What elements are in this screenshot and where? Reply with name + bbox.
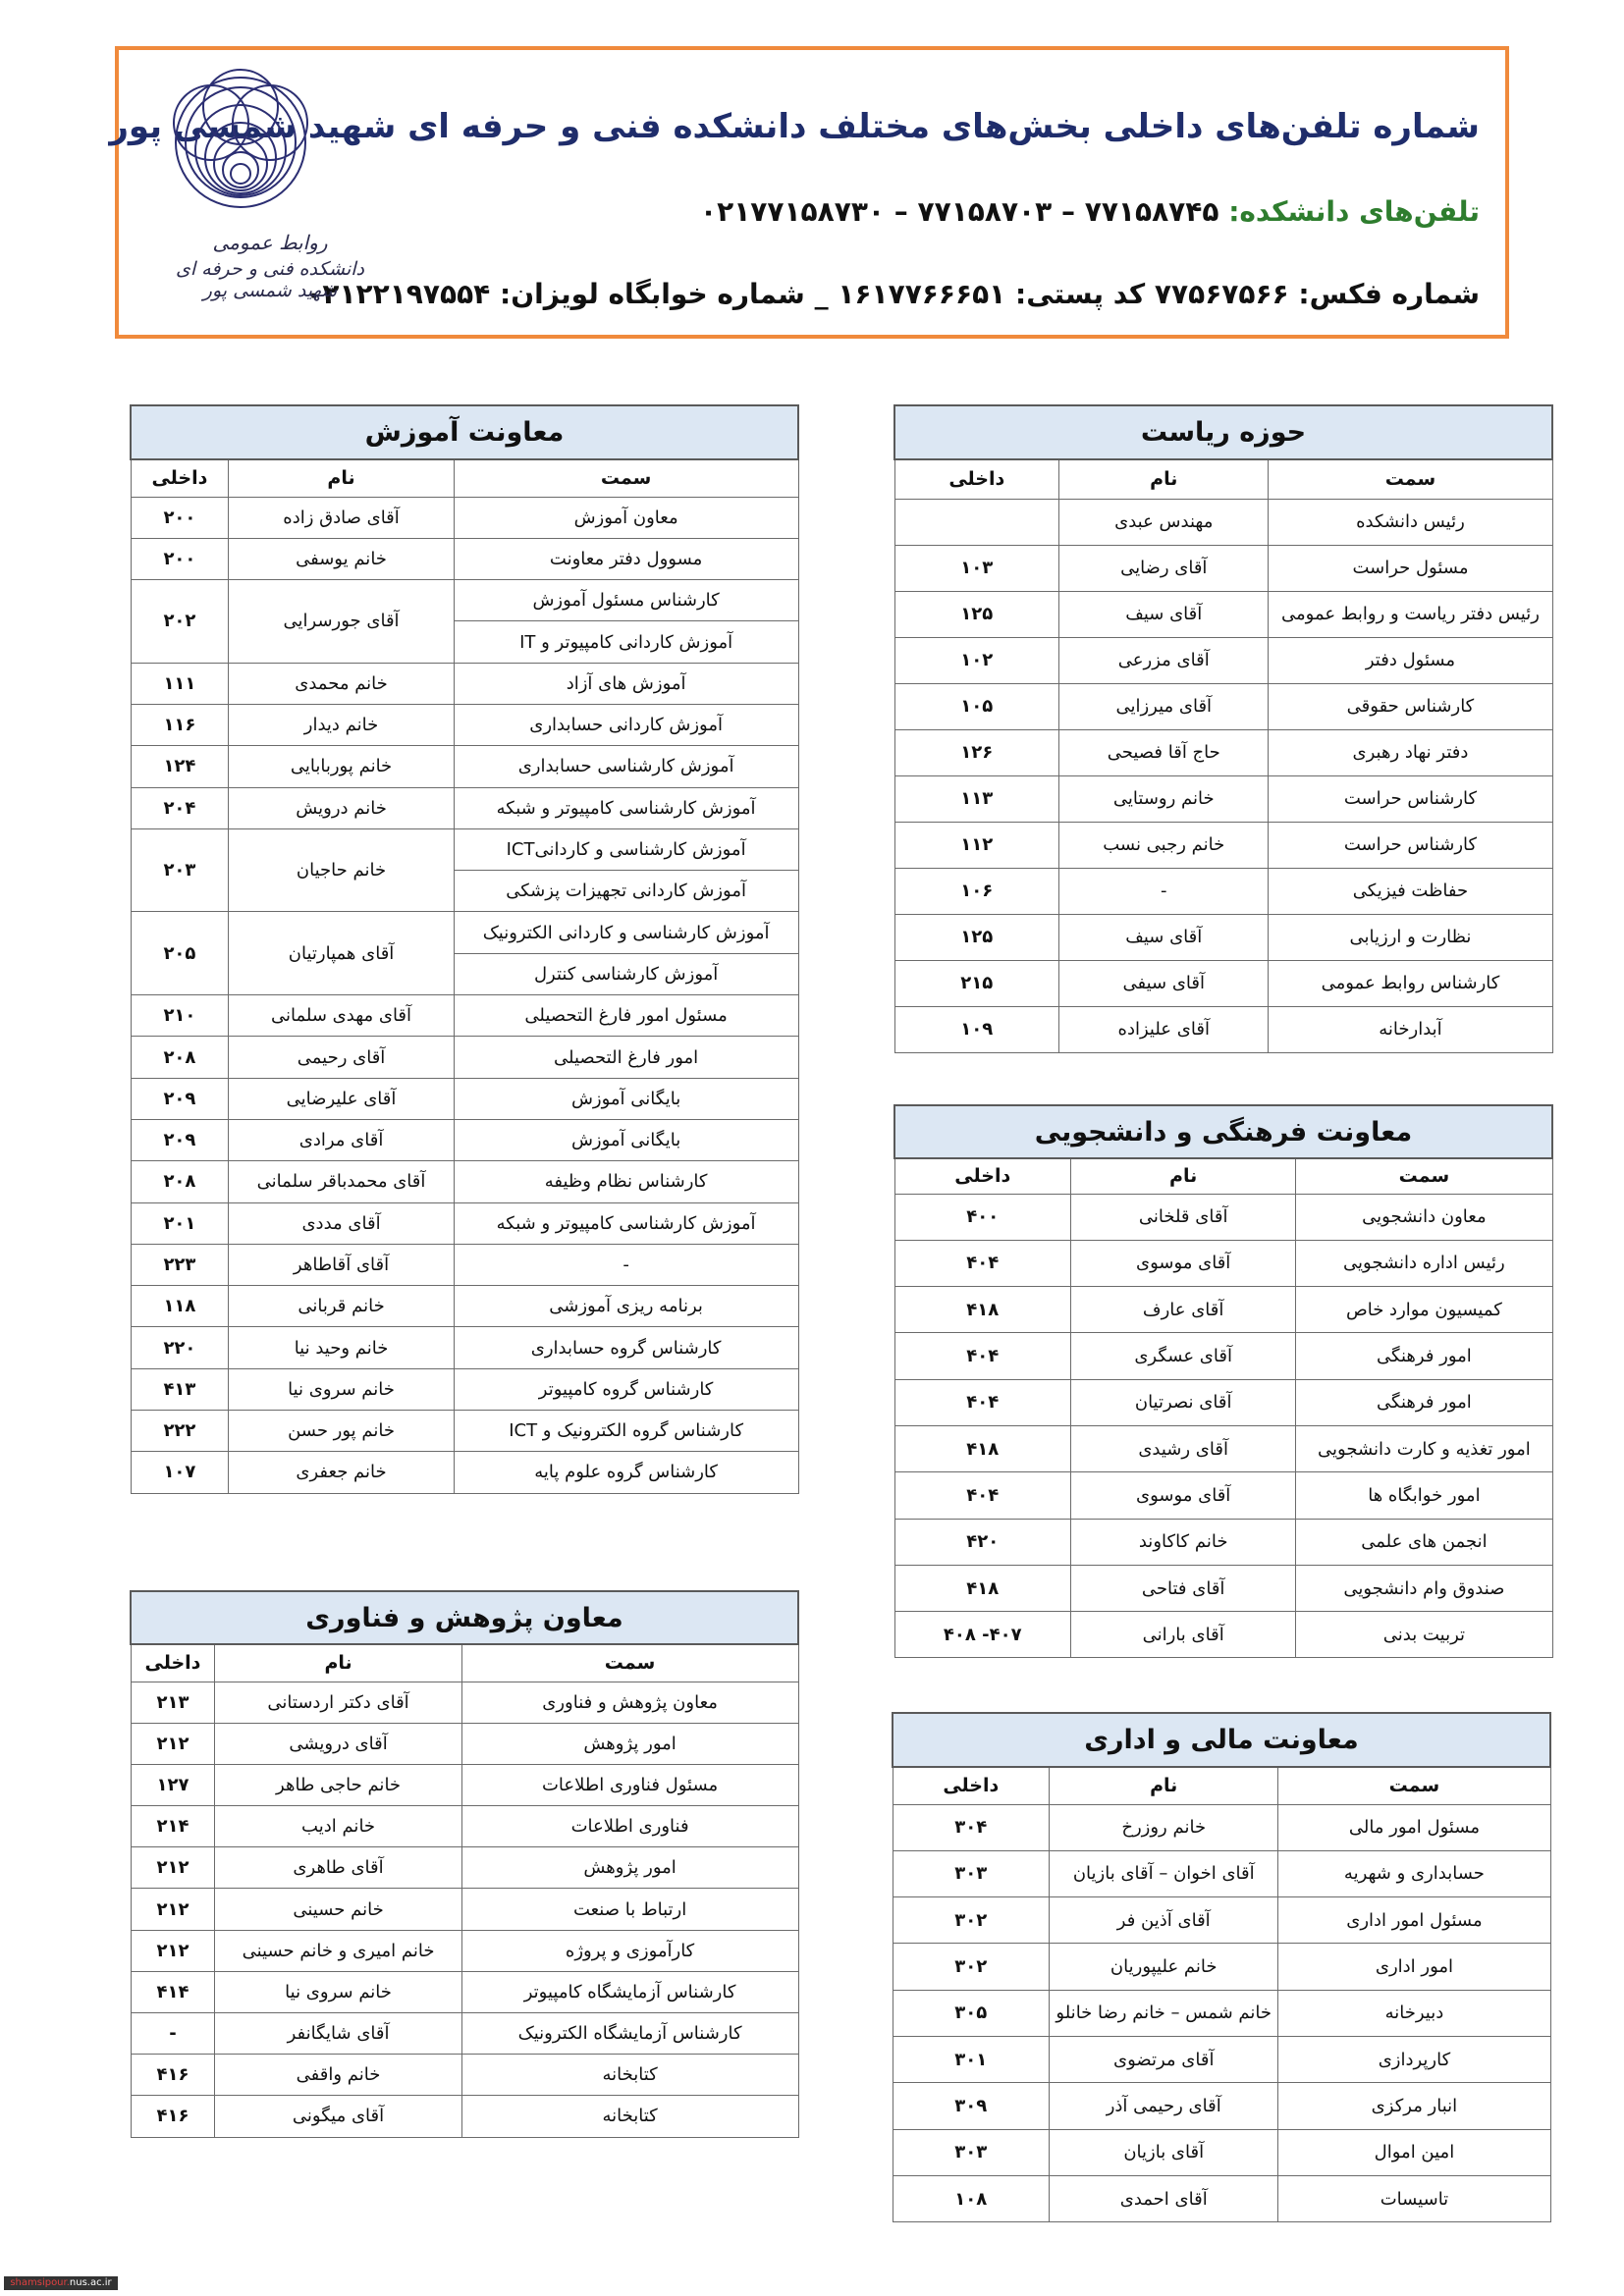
col-ext: داخلی <box>131 459 229 497</box>
ext-cell: ۱۰۸ <box>893 2175 1050 2221</box>
col-ext: داخلی <box>131 1644 215 1682</box>
position-cell: بایگانی آموزش <box>454 1078 798 1119</box>
position-cell: امور خوابگاه ها <box>1296 1472 1552 1519</box>
ext-cell: ۴۱۴ <box>131 1971 215 2012</box>
table-row <box>894 1006 1552 1052</box>
ext-cell: ۲۰۳ <box>131 828 229 912</box>
ext-cell: ۴۰۴ <box>894 1472 1071 1519</box>
ext-cell: ۴۰۴ <box>894 1333 1071 1379</box>
table-row <box>131 497 798 538</box>
position-cell: کارشناس حراست <box>1269 822 1552 868</box>
section-title: معاونت مالی و اداری <box>893 1713 1550 1767</box>
position-cell: آموزش کارشناسی کامپیوتر و شبکه <box>454 1202 798 1244</box>
table-row <box>131 1078 798 1119</box>
ext-cell: ۲۰۲ <box>131 580 229 664</box>
ext-cell: ۴۱۸ <box>894 1425 1071 1471</box>
name-cell: آقای رضایی <box>1059 545 1269 591</box>
position-cell: امور فرهنگی <box>1296 1379 1552 1425</box>
ext-cell: ۴۱۸ <box>894 1565 1071 1611</box>
college-logo <box>142 64 365 329</box>
ext-cell: ۱۱۱ <box>131 663 229 704</box>
position-cell: کارشناس گروه علوم پایه <box>454 1452 798 1493</box>
table-row <box>131 828 798 870</box>
position-cell: آموزش کارشناسی حسابداری <box>454 746 798 787</box>
table-row <box>131 995 798 1037</box>
name-cell: خانم علیپوریان <box>1050 1944 1278 1990</box>
ext-cell: ۴۰۴ <box>894 1240 1071 1286</box>
ext-cell: ۲۰۰ <box>131 497 229 538</box>
table-row <box>131 1161 798 1202</box>
ext-cell: ۱۱۲ <box>894 822 1059 868</box>
finance-admin-table <box>892 1712 1551 2222</box>
ext-cell: ۲۰۸ <box>131 1037 229 1078</box>
logo-caption-line-2: دانشکده فنی و حرفه ای شهید شمسی پور <box>175 258 365 301</box>
ext-cell: ۲۱۴ <box>131 1806 215 1847</box>
name-cell: خانم کاکاوند <box>1071 1519 1296 1565</box>
name-cell: آقای موسوی <box>1071 1240 1296 1286</box>
logo-caption-line-1: روابط عمومی <box>212 231 328 254</box>
table-row <box>893 1804 1550 1850</box>
table-row <box>894 960 1552 1006</box>
position-cell: تاسیسات <box>1278 2175 1550 2221</box>
circles-logo-icon <box>142 64 339 231</box>
table-row <box>894 1379 1552 1425</box>
name-cell: آقای رحیمی آذر <box>1050 2083 1278 2129</box>
col-name: نام <box>1071 1158 1296 1194</box>
ext-cell: ۴۱۸ <box>894 1287 1071 1333</box>
ext-cell: ۳۰۳ <box>893 2129 1050 2175</box>
ext-cell: ۲۰۹ <box>131 1078 229 1119</box>
ext-cell: ۳۰۳ <box>893 1850 1050 1896</box>
name-cell: آقای آذین فر <box>1050 1897 1278 1944</box>
ext-cell: ۱۲۵ <box>894 914 1059 960</box>
education-table <box>130 404 799 1494</box>
section-title: معاون پژوهش و فناوری <box>131 1591 798 1644</box>
position-cell: بایگانی آموزش <box>454 1119 798 1160</box>
ext-cell: ۱۲۴ <box>131 746 229 787</box>
footer-site-stamp <box>4 2276 118 2290</box>
table-row <box>131 538 798 579</box>
position-cell: کارشناس گروه الکترونیک و ICT <box>454 1411 798 1452</box>
name-cell: آقای آقاطاهر <box>229 1244 454 1285</box>
table-row <box>131 1119 798 1160</box>
position-cell: کتابخانه <box>461 2055 798 2096</box>
position-cell: دبیرخانه <box>1278 1990 1550 2036</box>
ext-cell: ۳۰۹ <box>893 2083 1050 2129</box>
table-row <box>131 704 798 745</box>
name-cell: آقای دکتر اردستانی <box>215 1682 461 1723</box>
name-cell: خانم وحید نیا <box>229 1327 454 1368</box>
position-cell: فناوری اطلاعات <box>461 1806 798 1847</box>
position-cell: آموزش کارشناسی کنترل <box>454 953 798 994</box>
col-name: نام <box>229 459 454 497</box>
table-row <box>894 1519 1552 1565</box>
name-cell: خانم حسینی <box>215 1889 461 1930</box>
name-cell: آقای مزرعی <box>1059 637 1269 683</box>
position-cell: حفاظت فیزیکی <box>1269 868 1552 914</box>
position-cell: کتابخانه <box>461 2096 798 2137</box>
ext-cell: ۲۰۸ <box>131 1161 229 1202</box>
position-cell: مسئول امور فارغ التحصیلی <box>454 995 798 1037</box>
table-row <box>893 1990 1550 2036</box>
ext-cell: ۲۱۵ <box>894 960 1059 1006</box>
ext-cell: ۴۱۶ <box>131 2096 215 2137</box>
col-ext: داخلی <box>894 459 1059 499</box>
name-cell: آقای علیرضایی <box>229 1078 454 1119</box>
position-cell: مسئول فناوری اطلاعات <box>461 1764 798 1805</box>
cultural-affairs-table <box>893 1104 1553 1658</box>
position-cell: امور پژوهش <box>461 1723 798 1764</box>
ext-cell: ۲۲۰ <box>131 1327 229 1368</box>
position-cell: آموزش کارشناسی و کاردانی الکترونیک <box>454 912 798 953</box>
position-cell: امور اداری <box>1278 1944 1550 1990</box>
table-row <box>131 2055 798 2096</box>
ext-cell: ۲۱۲ <box>131 1930 215 1971</box>
name-cell: آقای عارف <box>1071 1287 1296 1333</box>
name-cell: آقای عسگری <box>1071 1333 1296 1379</box>
col-position: سمت <box>1269 459 1552 499</box>
position-cell: کارآموزی و پروژه <box>461 1930 798 1971</box>
ext-cell: ۲۲۲ <box>131 1411 229 1452</box>
name-cell: آقای سیف <box>1059 591 1269 637</box>
position-cell: حسابداری و شهریه <box>1278 1850 1550 1896</box>
phones-label: تلفن‌های دانشکده: <box>1228 195 1480 228</box>
table-row <box>893 2083 1550 2129</box>
name-cell: آقای سیفی <box>1059 960 1269 1006</box>
contact-line: شماره فکس: ۷۷۵۶۷۵۶۶ کد پستی: ۱۶۱۷۷۶۶۶۵۱ _ شماره خوابگاه لویزان: ۰۲۱۲۲۱۹۷۵۵۴ <box>305 278 1480 310</box>
table-row <box>894 1565 1552 1611</box>
page-header <box>109 46 1509 339</box>
position-cell: آموزش کارشناسی کامپیوتر و شبکه <box>454 787 798 828</box>
presidency-table <box>893 404 1553 1053</box>
footer-domain: nus.ac.ir <box>69 2277 112 2288</box>
ext-cell: ۳۰۲ <box>893 1897 1050 1944</box>
name-cell: آقای همپارتیان <box>229 912 454 995</box>
name-cell: خانم شمس – خانم رضا خانلو <box>1050 1990 1278 2036</box>
name-cell: حاج آقا فصیحی <box>1059 729 1269 775</box>
position-cell: کارشناس حقوقی <box>1269 683 1552 729</box>
name-cell: خانم ادیب <box>215 1806 461 1847</box>
ext-cell: ۲۰۹ <box>131 1119 229 1160</box>
ext-cell: ۲۱۲ <box>131 1847 215 1889</box>
col-ext: داخلی <box>893 1767 1050 1804</box>
position-cell: تربیت بدنی <box>1296 1612 1552 1658</box>
table-row <box>894 822 1552 868</box>
position-cell: امور پژوهش <box>461 1847 798 1889</box>
name-cell: آقای بازیان <box>1050 2129 1278 2175</box>
name-cell: خانم دیدار <box>229 704 454 745</box>
col-position: سمت <box>454 459 798 497</box>
table-row <box>894 499 1552 545</box>
position-cell: مسئول امور اداری <box>1278 1897 1550 1944</box>
ext-cell: ۱۲۷ <box>131 1764 215 1805</box>
position-cell: آموزش کاردانی حسابداری <box>454 704 798 745</box>
position-cell: انجمن های علمی <box>1296 1519 1552 1565</box>
name-cell: آقای بارانی <box>1071 1612 1296 1658</box>
ext-cell: ۴۱۶ <box>131 2055 215 2096</box>
table-row <box>131 1452 798 1493</box>
name-cell: آقای رشیدی <box>1071 1425 1296 1471</box>
position-cell: آموزش های آزاد <box>454 663 798 704</box>
table-row <box>131 746 798 787</box>
name-cell: خانم حاجیان <box>229 828 454 912</box>
table-row <box>893 2129 1550 2175</box>
position-cell: امور فرهنگی <box>1296 1333 1552 1379</box>
col-position: سمت <box>1278 1767 1550 1804</box>
table-row <box>894 637 1552 683</box>
table-row <box>893 2036 1550 2082</box>
name-cell: خانم حاجی طاهر <box>215 1764 461 1805</box>
ext-cell: ۲۰۰ <box>131 538 229 579</box>
position-cell: آموزش کاردانی تجهیزات پزشکی <box>454 871 798 912</box>
table-row <box>131 1202 798 1244</box>
name-cell: آقای طاهری <box>215 1847 461 1889</box>
ext-cell: ۲۲۳ <box>131 1244 229 1285</box>
name-cell: خانم یوسفی <box>229 538 454 579</box>
position-cell: امور فارغ التحصیلی <box>454 1037 798 1078</box>
name-cell: آقای مرتضوی <box>1050 2036 1278 2082</box>
table-row <box>131 580 798 621</box>
ext-cell: ۱۰۹ <box>894 1006 1059 1052</box>
ext-cell: ۴۰۴ <box>894 1379 1071 1425</box>
name-cell: آقای جورسرایی <box>229 580 454 664</box>
ext-cell: ۱۰۲ <box>894 637 1059 683</box>
name-cell: خانم پور حسن <box>229 1411 454 1452</box>
ext-cell: ۱۱۸ <box>131 1286 229 1327</box>
name-cell: خانم واقفی <box>215 2055 461 2096</box>
col-ext: داخلی <box>894 1158 1071 1194</box>
ext-cell: ۳۰۲ <box>893 1944 1050 1990</box>
table-row <box>131 2096 798 2137</box>
ext-cell: ۲۱۳ <box>131 1682 215 1723</box>
position-cell: کارشناس مسئول آموزش <box>454 580 798 621</box>
name-cell: آقای صادق زاده <box>229 497 454 538</box>
college-phones <box>700 195 1480 228</box>
ext-cell: ۱۲۵ <box>894 591 1059 637</box>
col-name: نام <box>1050 1767 1278 1804</box>
table-row <box>894 1333 1552 1379</box>
table-row <box>894 775 1552 822</box>
name-cell: آقای قلخانی <box>1071 1194 1296 1240</box>
name-cell: آقای نصرتیان <box>1071 1379 1296 1425</box>
table-row <box>894 868 1552 914</box>
name-cell: آقای درویشی <box>215 1723 461 1764</box>
table-row <box>131 2013 798 2055</box>
table-row <box>131 1806 798 1847</box>
table-row <box>131 1764 798 1805</box>
table-row <box>894 729 1552 775</box>
ext-cell: ۲۱۲ <box>131 1723 215 1764</box>
section-title: معاونت آموزش <box>131 405 798 459</box>
name-cell: خانم پوربابایی <box>229 746 454 787</box>
table-row <box>131 1930 798 1971</box>
col-name: نام <box>215 1644 461 1682</box>
col-position: سمت <box>1296 1158 1552 1194</box>
ext-cell <box>894 499 1059 545</box>
position-cell: کارشناس آزمایشگاه الکترونیک <box>461 2013 798 2055</box>
name-cell: آقای مرادی <box>229 1119 454 1160</box>
table-row <box>131 1971 798 2012</box>
table-row <box>131 787 798 828</box>
table-row <box>893 1850 1550 1896</box>
position-cell: امین اموال <box>1278 2129 1550 2175</box>
logo-caption <box>162 231 378 301</box>
position-cell: دفتر نهاد رهبری <box>1269 729 1552 775</box>
table-row <box>131 1889 798 1930</box>
position-cell: کارشناس نظام وظیفه <box>454 1161 798 1202</box>
ext-cell: ۱۱۶ <box>131 704 229 745</box>
table-row <box>894 914 1552 960</box>
position-cell: انبار مرکزی <box>1278 2083 1550 2129</box>
table-row <box>893 2175 1550 2221</box>
position-cell: مسوول دفتر معاونت <box>454 538 798 579</box>
name-cell: خانم جعفری <box>229 1452 454 1493</box>
position-cell: صندوق وام دانشجویی <box>1296 1565 1552 1611</box>
name-cell: خانم روزرخ <box>1050 1804 1278 1850</box>
position-cell: رئیس اداره دانشجویی <box>1296 1240 1552 1286</box>
name-cell: آقای شایگانفر <box>215 2013 461 2055</box>
ext-cell: ۴۰۷- ۴۰۸ <box>894 1612 1071 1658</box>
position-cell: معاون دانشجویی <box>1296 1194 1552 1240</box>
name-cell: - <box>1059 868 1269 914</box>
position-cell: مسئول حراست <box>1269 545 1552 591</box>
table-row <box>894 1472 1552 1519</box>
table-row <box>131 1037 798 1078</box>
ext-cell: ۱۰۶ <box>894 868 1059 914</box>
name-cell: آقای موسوی <box>1071 1472 1296 1519</box>
name-cell: آقای اخوان – آقای بازیان <box>1050 1850 1278 1896</box>
ext-cell: ۲۰۴ <box>131 787 229 828</box>
footer-site: shamsipour. <box>10 2277 70 2288</box>
position-cell: رئیس دفتر ریاست و روابط عمومی <box>1269 591 1552 637</box>
name-cell: مهندس عبدی <box>1059 499 1269 545</box>
phones-value: ۷۷۱۵۸۷۴۵ – ۷۷۱۵۸۷۰۳ – ۰۲۱۷۷۱۵۸۷۳۰ <box>700 195 1219 228</box>
name-cell: خانم درویش <box>229 787 454 828</box>
ext-cell: ۳۰۴ <box>893 1804 1050 1850</box>
position-cell: کارشناس حراست <box>1269 775 1552 822</box>
name-cell: خانم قربانی <box>229 1286 454 1327</box>
table-row <box>894 1287 1552 1333</box>
name-cell: خانم روستایی <box>1059 775 1269 822</box>
table-row <box>131 1682 798 1723</box>
name-cell: خانم سروی نیا <box>229 1368 454 1410</box>
name-cell: خانم امیری و خانم حسینی <box>215 1930 461 1971</box>
table-row <box>894 591 1552 637</box>
name-cell: خانم رجبی نسب <box>1059 822 1269 868</box>
table-row <box>893 1897 1550 1944</box>
table-row <box>131 1286 798 1327</box>
table-row <box>131 1723 798 1764</box>
name-cell: آقای سیف <box>1059 914 1269 960</box>
ext-cell: ۱۱۳ <box>894 775 1059 822</box>
table-row <box>131 1411 798 1452</box>
position-cell: امور تغذیه و کارت دانشجویی <box>1296 1425 1552 1471</box>
page-title: شماره تلفن‌های داخلی بخش‌های مختلف دانشکده فنی و حرفه ای شهید شمسی پور <box>109 107 1480 146</box>
ext-cell: ۲۰۵ <box>131 912 229 995</box>
table-row <box>131 1327 798 1368</box>
ext-cell: ۳۰۱ <box>893 2036 1050 2082</box>
section-title: حوزه ریاست <box>894 405 1552 459</box>
position-cell: کمیسیون موارد خاص <box>1296 1287 1552 1333</box>
name-cell: آقای میرزایی <box>1059 683 1269 729</box>
name-cell: آقای فتاحی <box>1071 1565 1296 1611</box>
table-row <box>131 912 798 953</box>
position-cell: رئیس دانشکده <box>1269 499 1552 545</box>
table-row <box>131 1847 798 1889</box>
ext-cell: ۲۱۲ <box>131 1889 215 1930</box>
ext-cell: ۲۱۰ <box>131 995 229 1037</box>
ext-cell: ۳۰۵ <box>893 1990 1050 2036</box>
name-cell: آقای علیزاده <box>1059 1006 1269 1052</box>
position-cell: برنامه ریزی آموزشی <box>454 1286 798 1327</box>
table-row <box>131 1244 798 1285</box>
name-cell: آقای مهدی سلمانی <box>229 995 454 1037</box>
position-cell: مسئول دفتر <box>1269 637 1552 683</box>
table-row <box>894 683 1552 729</box>
position-cell: کارشناس گروه کامپیوتر <box>454 1368 798 1410</box>
table-row <box>131 1368 798 1410</box>
ext-cell: ۱۰۳ <box>894 545 1059 591</box>
name-cell: آقای مددی <box>229 1202 454 1244</box>
ext-cell: ۴۲۰ <box>894 1519 1071 1565</box>
position-cell: آبدارخانه <box>1269 1006 1552 1052</box>
table-row <box>894 545 1552 591</box>
ext-cell: ۴۱۳ <box>131 1368 229 1410</box>
name-cell: آقای احمدی <box>1050 2175 1278 2221</box>
table-row <box>893 1944 1550 1990</box>
name-cell: آقای میگونی <box>215 2096 461 2137</box>
table-row <box>894 1425 1552 1471</box>
ext-cell: ۲۰۱ <box>131 1202 229 1244</box>
table-row <box>131 663 798 704</box>
position-cell: کارشناس روابط عمومی <box>1269 960 1552 1006</box>
position-cell: کارشناس گروه حسابداری <box>454 1327 798 1368</box>
position-cell: معاون آموزش <box>454 497 798 538</box>
col-position: سمت <box>461 1644 798 1682</box>
table-row <box>894 1612 1552 1658</box>
position-cell: - <box>454 1244 798 1285</box>
col-name: نام <box>1059 459 1269 499</box>
position-cell: مسئول امور مالی <box>1278 1804 1550 1850</box>
position-cell: کارپردازی <box>1278 2036 1550 2082</box>
position-cell: معاون پژوهش و فناوری <box>461 1682 798 1723</box>
research-tech-table <box>130 1590 799 2138</box>
name-cell: خانم محمدی <box>229 663 454 704</box>
table-row <box>894 1240 1552 1286</box>
table-row <box>894 1194 1552 1240</box>
position-cell: آموزش کارشناسی و کاردانیICT <box>454 828 798 870</box>
position-cell: آموزش کاردانی کامپیوتر و IT <box>454 621 798 663</box>
position-cell: نظارت و ارزیابی <box>1269 914 1552 960</box>
ext-cell: ۱۰۷ <box>131 1452 229 1493</box>
ext-cell: - <box>131 2013 215 2055</box>
name-cell: آقای محمدباقر سلمانی <box>229 1161 454 1202</box>
ext-cell: ۴۰۰ <box>894 1194 1071 1240</box>
name-cell: آقای رحیمی <box>229 1037 454 1078</box>
name-cell: خانم سروی نیا <box>215 1971 461 2012</box>
ext-cell: ۱۲۶ <box>894 729 1059 775</box>
position-cell: ارتباط با صنعت <box>461 1889 798 1930</box>
ext-cell: ۱۰۵ <box>894 683 1059 729</box>
position-cell: کارشناس آزمایشگاه کامپیوتر <box>461 1971 798 2012</box>
section-title: معاونت فرهنگی و دانشجویی <box>894 1105 1552 1158</box>
